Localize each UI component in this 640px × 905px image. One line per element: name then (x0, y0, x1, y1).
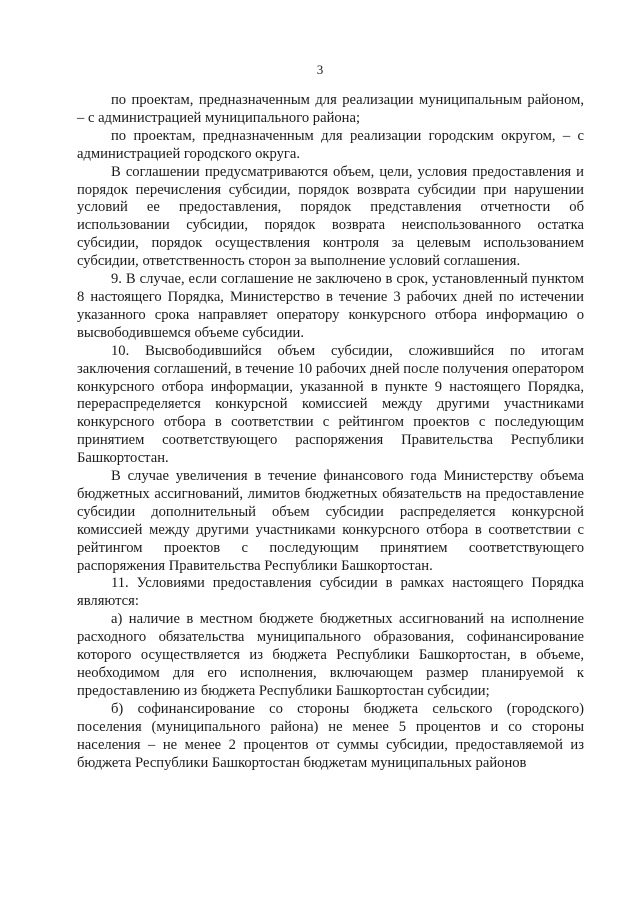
paragraph: В случае увеличения в течение финансового года Министерству объема бюджетных ассигнований, лимитов бюджетных обязательств на предоставление субсидии дополнительный объем субсидии распределяется конкурсной комиссией между другими участниками конкурсного отбора в соответствии с рейтингом проектов с последующим принятием соответствующего распоряжения Правительства Республики Башкортостан. (77, 468, 584, 574)
paragraph: В соглашении предусматриваются объем, цели, условия предоставления и порядок перечисления субсидии, порядок возврата субсидии при нарушении условий ее предоставления, порядок представления отчетности об использовании субсидии, порядок возврата неиспользованного остатка субсидии, порядок осуществления контроля за целевым использованием субсидии, ответственность сторон за выполнение условий соглашения. (77, 163, 584, 270)
paragraph: а) наличие в местном бюджете бюджетных ассигнований на исполнение расходного обязательства муниципального образования, софинансирование которого осуществляется из бюджета Республики Башкортостан, в объеме, необходимом для его исполнения, включающем размер планируемой к предоставлению из бюджета Республики Башкортостан субсидии; (77, 611, 584, 699)
page-number: 3 (316, 62, 324, 77)
paragraph: 11. Условиями предоставления субсидии в рамках настоящего Порядка являются: (77, 575, 584, 610)
paragraph: 9. В случае, если соглашение не заключено в срок, установленный пунктом 8 настоящего Порядка, Министерство в течение 3 рабочих дней по истечении указанного срока направляет оператору конкурсного отбора информацию о высвободившемся объеме субсидии. (77, 271, 584, 341)
paragraph: по проектам, предназначенным для реализации городским округом, – с администрацией городского округа. (77, 127, 584, 162)
paragraph: по проектам, предназначенным для реализации муниципальным районом, – с администрацией муниципального района; (77, 92, 584, 126)
document-body (77, 92, 584, 772)
paragraph: б) софинансирование со стороны бюджета сельского (городского) поселения (муниципального района) не менее 5 процентов и со стороны населения – не менее 2 процентов от суммы субсидии, предоставляемой из бюджета Республики Башкортостан бюджетам муниципальных районов (77, 700, 584, 771)
paragraph: 10. Высвободившийся объем субсидии, сложившийся по итогам заключения соглашений, в течение 10 рабочих дней после получения оператором конкурсного отбора информации, указанной в пункте 9 настоящего Порядка, перераспределяется конкурсной комиссией между другими участниками конкурсного отбора в соответствии с рейтингом проектов с последующим принятием соответствующего распоряжения Правительства Республики Башкортостан. (77, 342, 584, 467)
